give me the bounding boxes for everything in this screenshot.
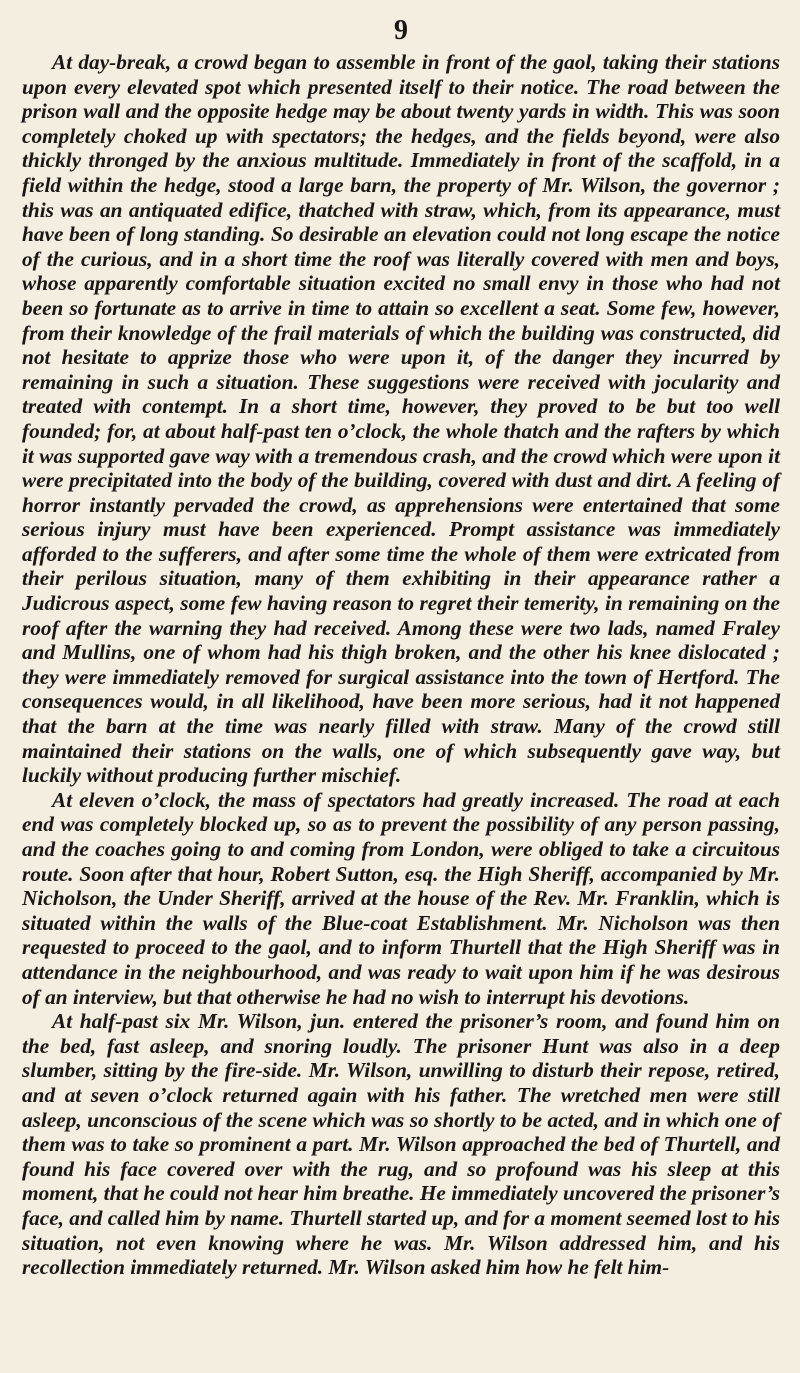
paragraph-half-past-six: At half-past six Mr. Wilson, jun. entered the prisoner’s room, and found him on the bed, fast asleep, and snoring loudly. The prisoner Hunt was also in a deep slumber, sitting by the fire-side. Mr. Wilson, unwilling to disturb their repose, retired, and at seven o’clock returned again with his father. The wretched men were still asleep, unconscious of the scene which was so shortly to be acted, and in which one of them was to take so prominent a part. Mr. Wilson approached the bed of Thurtell, and found his face covered over with the rug, and so profound was his sleep at this moment, that he could not hear him breathe. He immediately uncovered the prisoner’s face, and called him by name. Thurtell started up, and for a moment seemed lost to his situation, not even knowing where he was. Mr. Wilson addressed him, and his recollection immediately returned. Mr. Wilson asked him how he felt him- (22, 1009, 780, 1280)
paragraph-eleven-oclock: At eleven o’clock, the mass of spectators had greatly increased. The road at each end was completely blocked up, so as to prevent the possibility of any person passing, and the coaches going to and coming from London, were obliged to take a circuitous route. Soon after that hour, Robert Sutton, esq. the High Sheriff, accompanied by Mr. Nicholson, the Under Sheriff, arrived at the house of the Rev. Mr. Franklin, which is situated within the walls of the Blue-coat Establishment. Mr. Nicholson was then requested to proceed to the gaol, and to inform Thurtell that the High Sheriff was in attendance in the neighbourhood, and was ready to wait upon him if he was desirous of an interview, but that otherwise he had no wish to interrupt his devotions. (22, 787, 780, 1009)
paragraph-crowd-assembles: At day-break, a crowd began to assemble in front of the gaol, taking their stations upon every elevated spot which presented itself to their notice. The road between the prison wall and the opposite hedge may be about twenty yards in width. This was soon completely choked up with spectators; the hedges, and the fields beyond, were also thickly thronged by the anxious multitude. Immediately in front of the scaffold, in a field within the hedge, stood a large barn, the property of Mr. Wilson, the governor ; this was an antiquated edifice, thatched with straw, which, from its appearance, must have been of long standing. So desirable an elevation could not long escape the notice of the curious, and in a short time the roof was literally covered with men and boys, whose apparently comfortable situation excited no small envy in those who had not been so fortunate as to arrive in time to attain so excellent a seat. Some few, however, from their knowledge of the frail materials of which the building was constructed, did not hesitate to apprize those who were upon it, of the danger they incurred by remaining in such a situation. These suggestions were received with jocularity and treated with contempt. In a short time, however, they proved to be but too well founded; for, at about half-past ten o’clock, the whole thatch and the rafters by which it was supported gave way with a tremendous crash, and the crowd which were upon it were precipitated into the body of the building, covered with dust and dirt. A feeling of horror instantly pervaded the crowd, as apprehensions were entertained that some serious injury must have been experienced. Prompt assistance was immediately afforded to the sufferers, and after some time the whole of them were extricated from their perilous situation, many of them exhibiting in their appearance rather a Judicrous aspect, some few having reason to regret their temerity, in remaining on the roof after the warning they had received. Among these were two lads, named Fraley and Mullins, one of whom had his thigh broken, and the other his knee dislocated ; they were immediately removed for surgical assistance into the town of Hertford. The consequences would, in all likelihood, have been more serious, had it not happened that the barn at the time was nearly filled with straw. Many of the crowd still maintained their stations on the walls, one of which subsequently gave way, but luckily without producing further mischief. (22, 50, 780, 788)
page-number: 9 (394, 15, 408, 46)
